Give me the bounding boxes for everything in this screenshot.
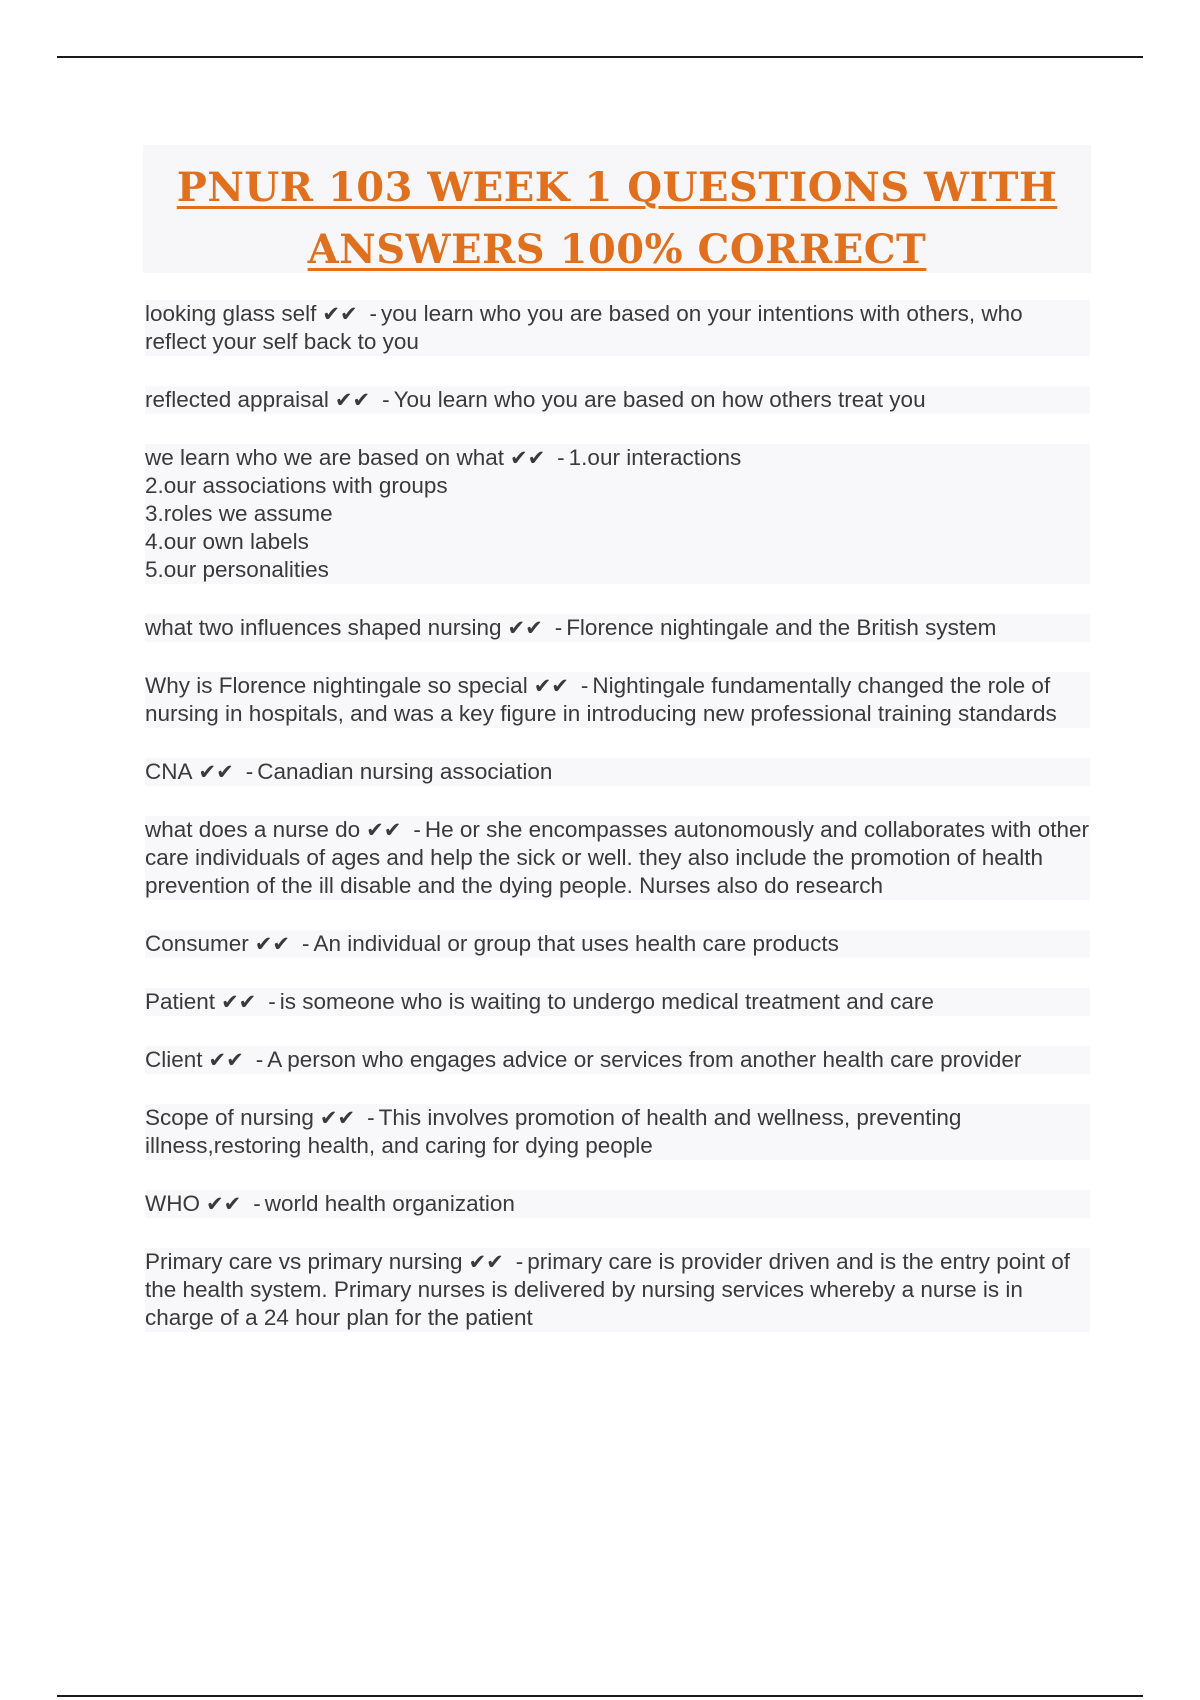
check-marks-icon: ✔✔	[208, 1048, 244, 1072]
qa-entry	[145, 386, 1090, 414]
qa-term: CNA	[145, 759, 193, 784]
separator-dash: -	[580, 673, 589, 698]
separator-dash: -	[369, 301, 378, 326]
qa-term: Consumer	[145, 931, 249, 956]
qa-entry	[145, 672, 1090, 728]
check-marks-icon: ✔✔	[221, 990, 257, 1014]
separator-dash: -	[367, 1105, 375, 1130]
qa-entry	[145, 1190, 1090, 1218]
title-line-2: ANSWERS 100% CORRECT	[307, 226, 927, 273]
qa-entry	[145, 614, 1090, 642]
qa-term: Patient	[145, 989, 216, 1014]
check-marks-icon: ✔✔	[468, 1250, 504, 1274]
check-marks-icon: ✔✔	[254, 932, 290, 956]
qa-term: we learn who we are based on what	[145, 445, 504, 470]
qa-entry	[145, 1248, 1090, 1332]
qa-answer: A person who engages advice or services from another health care provider	[267, 1047, 1022, 1072]
qa-answer: 1.our interactions	[568, 445, 742, 470]
check-marks-icon: ✔✔	[509, 446, 546, 470]
qa-answer: world health organization	[264, 1191, 515, 1216]
qa-entry	[145, 444, 1090, 584]
check-marks-icon: ✔✔	[334, 388, 371, 412]
separator-dash: -	[554, 615, 563, 640]
qa-term: what two influences shaped nursing	[145, 615, 502, 640]
qa-answer: Nightingale fundamentally changed the role of nursing in hospitals, and was a key figure in introducing new professional training standards	[145, 673, 1057, 726]
document-title	[143, 145, 1091, 273]
qa-answer: You learn who you are based on how others treat you	[393, 387, 926, 412]
qa-entry	[145, 300, 1090, 356]
qa-term: what does a nurse do	[145, 817, 361, 842]
qa-answer-line: 4.our own labels	[145, 529, 309, 554]
check-marks-icon: ✔✔	[319, 1106, 356, 1130]
qa-answer: is someone who is waiting to undergo medical treatment and care	[279, 989, 934, 1014]
separator-dash: -	[382, 387, 390, 412]
qa-answer: primary care is provider driven and is the entry point of the health system. Primary nurses is delivered by nursing services whereby a nurse is in charge of a 24 hour plan for the patient	[145, 1249, 1071, 1330]
qa-answer: An individual or group that uses health care products	[313, 931, 839, 956]
check-marks-icon: ✔✔	[198, 760, 234, 784]
qa-term: Why is Florence nightingale so special	[145, 673, 528, 698]
check-marks-icon: ✔✔	[533, 674, 569, 698]
bottom-rule	[57, 1695, 1143, 1697]
qa-term: WHO	[145, 1191, 200, 1216]
qa-entry	[145, 930, 1090, 958]
qa-term: Primary care vs primary nursing	[145, 1249, 463, 1274]
check-marks-icon: ✔✔	[507, 616, 543, 640]
qa-entry	[145, 816, 1090, 900]
separator-dash: -	[557, 445, 565, 470]
qa-answer: Florence nightingale and the British system	[566, 615, 997, 640]
separator-dash: -	[302, 931, 310, 956]
qa-answer-line: 2.our associations with groups	[145, 473, 448, 498]
separator-dash: -	[255, 1047, 264, 1072]
separator-dash: -	[245, 759, 254, 784]
separator-dash: -	[268, 989, 276, 1014]
qa-term: Scope of nursing	[145, 1105, 314, 1130]
separator-dash: -	[253, 1191, 261, 1216]
qa-term: reflected appraisal	[145, 387, 329, 412]
check-marks-icon: ✔✔	[366, 818, 402, 842]
qa-entry	[145, 988, 1090, 1016]
qa-entry	[145, 1104, 1090, 1160]
title-line-1: PNUR 103 WEEK 1 QUESTIONS WITH	[176, 164, 1058, 211]
qa-term: looking glass self	[145, 301, 317, 326]
qa-entry	[145, 758, 1090, 786]
qa-answer: He or she encompasses autonomously and collaborates with other care individuals of ages and help the sick or well. they also include the promotion of health prevention of the ill disable and the dying people. Nurses also do research	[145, 817, 1089, 898]
top-rule	[57, 56, 1143, 58]
qa-entry	[145, 1046, 1090, 1074]
separator-dash: -	[413, 817, 421, 842]
qa-answer-line: 3.roles we assume	[145, 501, 333, 526]
check-marks-icon: ✔✔	[206, 1192, 242, 1216]
qa-answer: Canadian nursing association	[257, 759, 553, 784]
qa-term: Client	[145, 1047, 203, 1072]
qa-answer: This involves promotion of health and wellness, preventing illness,restoring health, and caring for dying people	[145, 1105, 962, 1158]
check-marks-icon: ✔✔	[322, 302, 358, 326]
separator-dash: -	[515, 1249, 524, 1274]
qa-answer-line: 5.our personalities	[145, 557, 329, 582]
qa-list	[145, 300, 1090, 1362]
qa-answer: you learn who you are based on your intentions with others, who reflect your self back to you	[145, 301, 1023, 354]
